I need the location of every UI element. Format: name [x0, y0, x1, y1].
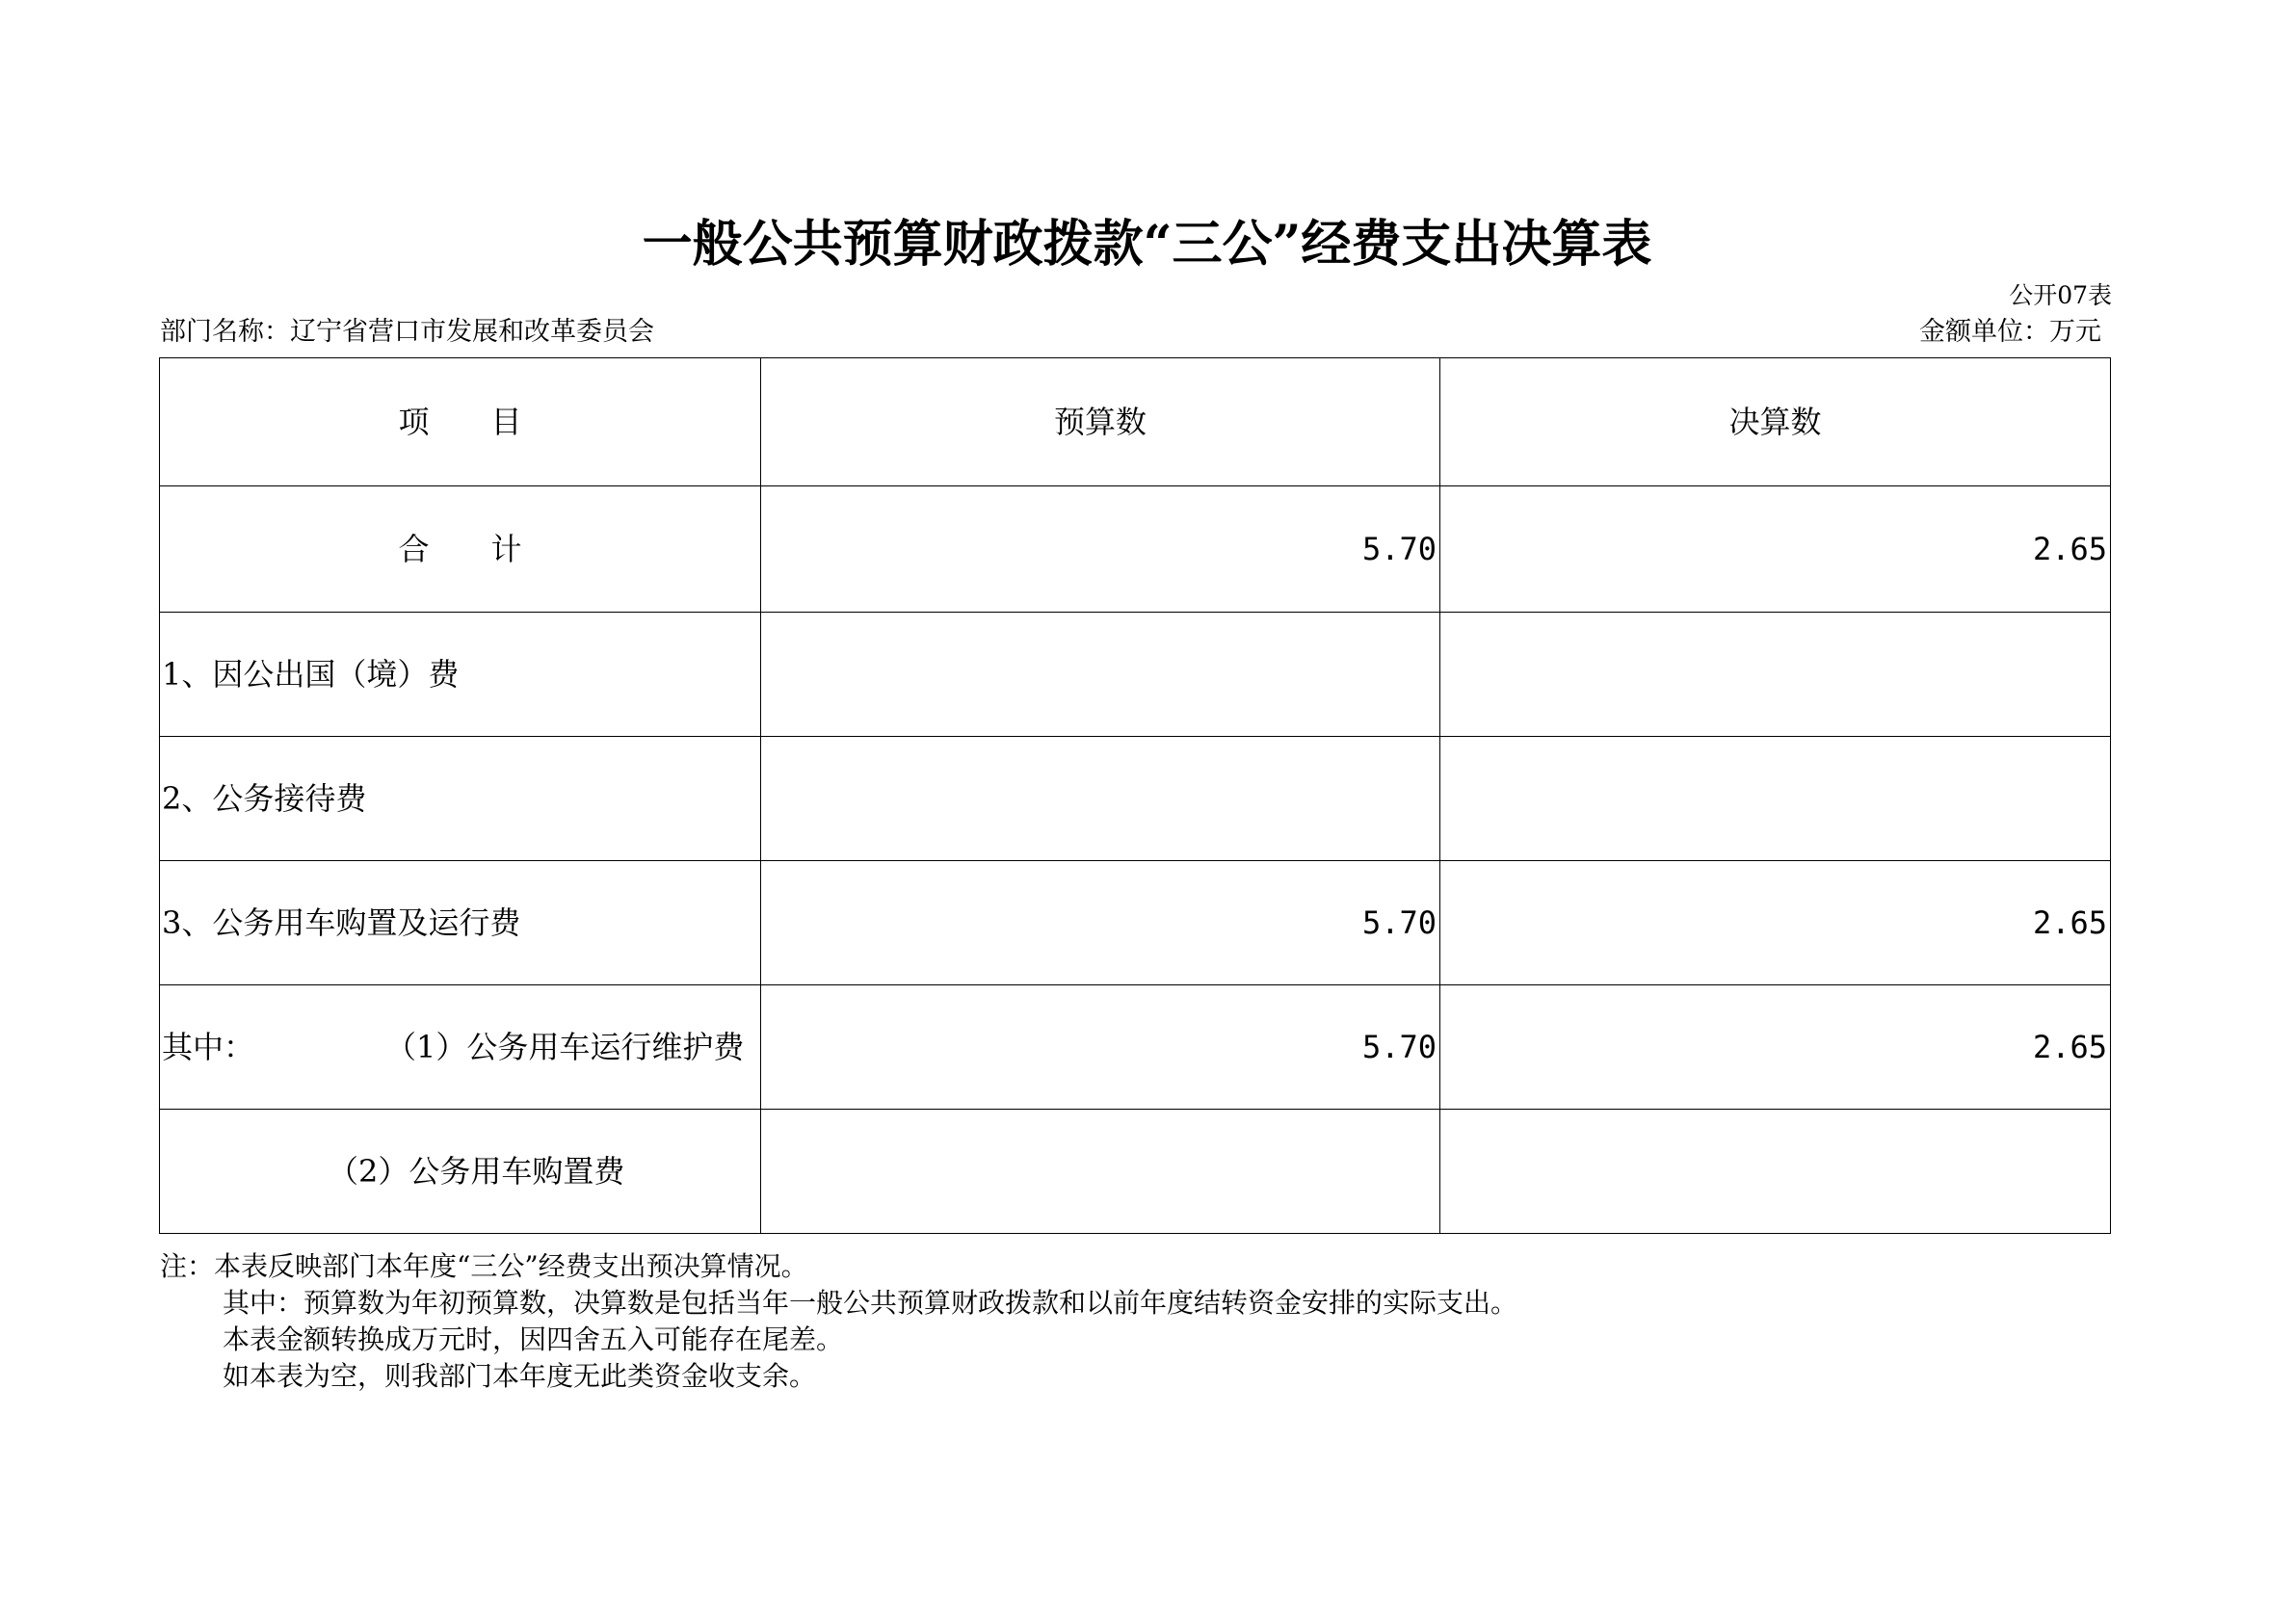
row-final	[1440, 613, 2111, 737]
total-label-char-2: 计	[490, 531, 522, 567]
form-code: 公开07表	[2009, 281, 2112, 309]
row-budget: 5.70	[761, 985, 1440, 1110]
table-row	[160, 985, 2111, 1110]
row-budget	[761, 1110, 1440, 1234]
row-label: 3、公务用车购置及运行费	[160, 861, 761, 985]
row-final	[1440, 737, 2111, 861]
total-budget: 5.70	[761, 486, 1440, 613]
row-budget	[761, 613, 1440, 737]
header-item-char-2: 目	[490, 404, 522, 440]
header-item	[160, 358, 761, 486]
report-title: 一般公共预算财政拨款“三公”经费支出决算表	[642, 215, 1652, 274]
row-label	[160, 985, 761, 1110]
row-label	[160, 1110, 761, 1234]
table-row	[160, 861, 2111, 985]
note-line: 其中：预算数为年初预算数，决算数是包括当年一般公共预算财政拨款和以前年度结转资金安排的实际支出。	[223, 1287, 1518, 1319]
table-header-row	[160, 358, 2111, 486]
note-line: 本表金额转换成万元时，因四舍五入可能存在尾差。	[223, 1323, 844, 1355]
row-label: 1、因公出国（境）费	[160, 613, 761, 737]
header-budget: 预算数	[761, 358, 1440, 486]
total-label-char-1: 合	[398, 531, 430, 567]
row-label: 2、公务接待费	[160, 737, 761, 861]
row-label-text: （1）公务用车运行维护费	[385, 1029, 745, 1065]
header-item-char-1: 项	[398, 404, 430, 440]
expense-table	[159, 357, 2111, 1234]
row-final	[1440, 1110, 2111, 1234]
header-final: 决算数	[1440, 358, 2111, 486]
total-row	[160, 486, 2111, 613]
row-final: 2.65	[1440, 985, 2111, 1110]
note-line: 如本表为空，则我部门本年度无此类资金收支余。	[223, 1360, 817, 1392]
table-row	[160, 737, 2111, 861]
row-budget: 5.70	[761, 861, 1440, 985]
row-final: 2.65	[1440, 861, 2111, 985]
amount-unit: 金额单位：万元	[1919, 317, 2101, 347]
row-budget	[761, 737, 1440, 861]
total-label	[160, 486, 761, 613]
row-label-text: （2）公务用车购置费	[328, 1153, 625, 1190]
total-final: 2.65	[1440, 486, 2111, 613]
table-row	[160, 613, 2111, 737]
department-name: 部门名称：辽宁省营口市发展和改革委员会	[160, 317, 654, 347]
note-line: 注：本表反映部门本年度“三公”经费支出预决算情况。	[160, 1250, 808, 1282]
table-notes	[160, 1248, 1517, 1395]
table-row	[160, 1110, 2111, 1234]
row-label-prefix: 其中：	[162, 1029, 255, 1065]
